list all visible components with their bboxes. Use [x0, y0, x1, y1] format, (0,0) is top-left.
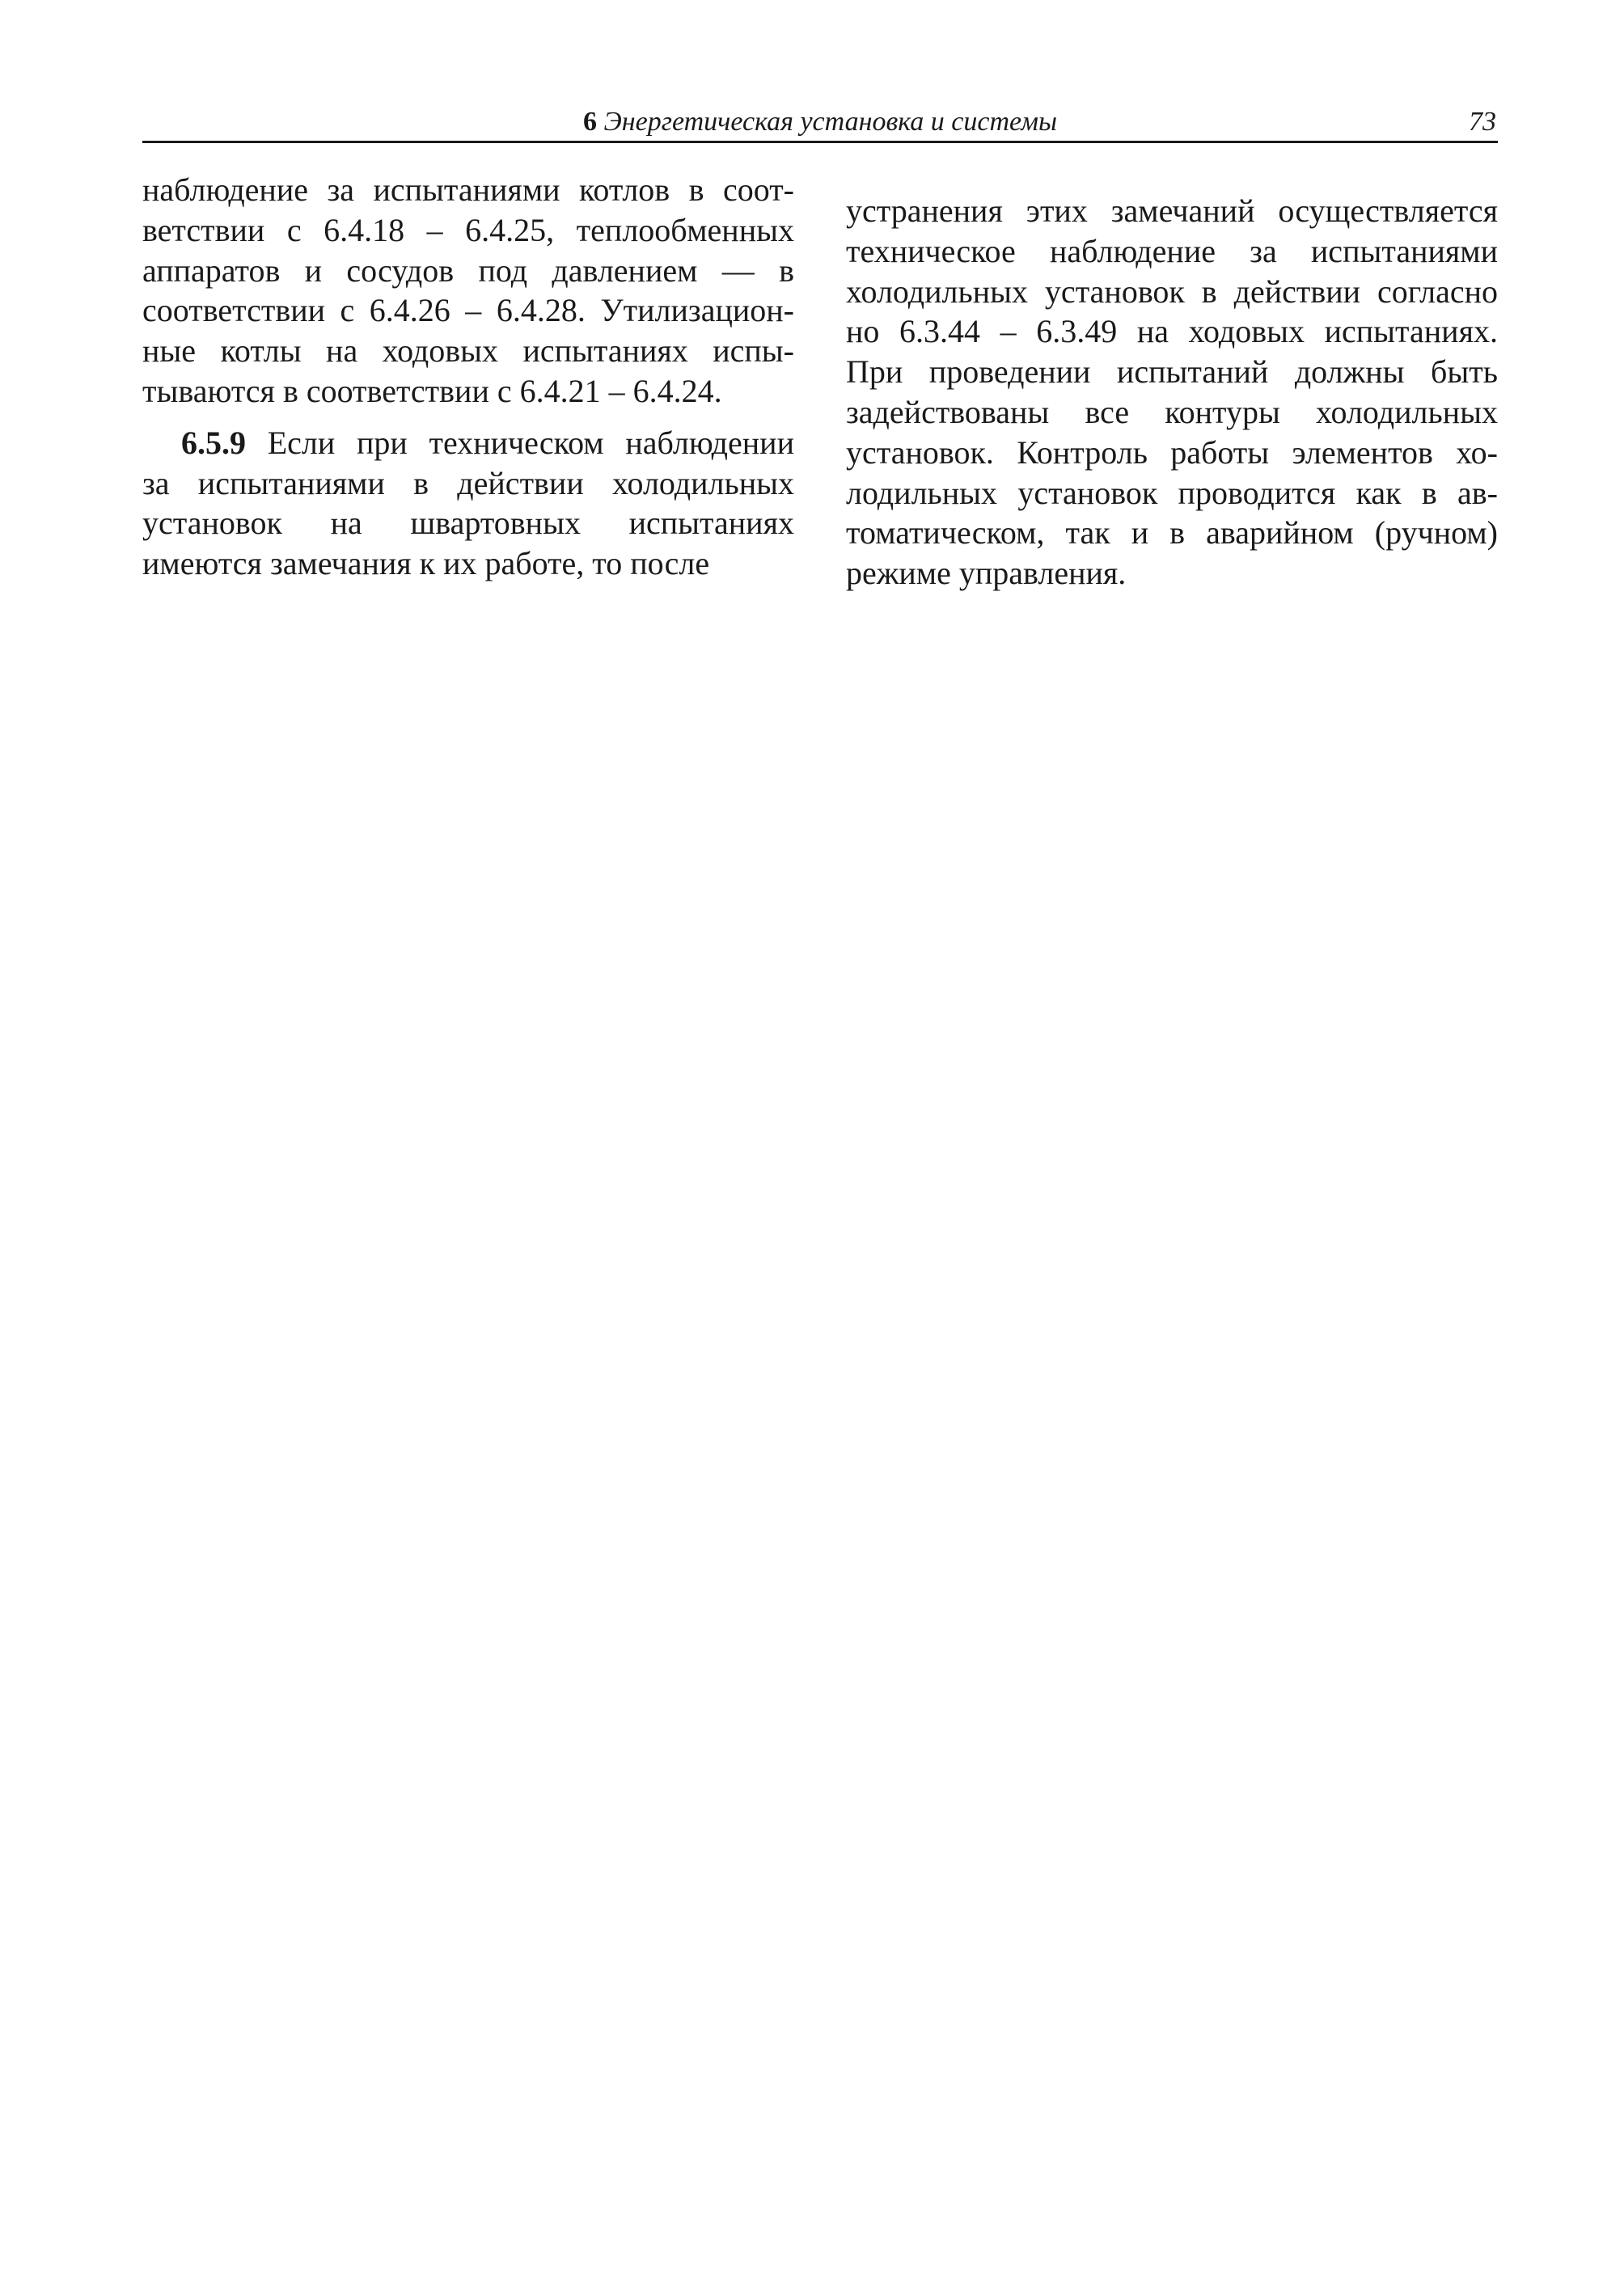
- clause-text: Если при техническом наблюдении: [267, 424, 794, 461]
- right-column: [846, 191, 1498, 594]
- text-line: соответствии с 6.4.26 – 6.4.28. Утилизацион-: [142, 292, 794, 329]
- paragraph-boiler-tests: [142, 170, 794, 412]
- text-line: [142, 423, 794, 463]
- text-line: но 6.3.44 – 6.3.49 на ходовых испытаниях.: [846, 313, 1498, 350]
- text-line: ветствии с 6.4.18 – 6.4.25, теплообменных: [142, 211, 794, 248]
- text-line: режиме управления.: [846, 555, 1127, 592]
- text-line: ные котлы на ходовых испытаниях испы-: [142, 332, 794, 370]
- text-line: техническое наблюдение за испытаниями: [846, 232, 1498, 269]
- text-line: лодильных установок проводится как в ав-: [846, 474, 1498, 511]
- text-line: имеются замечания к их работе, то после: [142, 545, 710, 582]
- text-line: тываются в соответствии с 6.4.21 – 6.4.24.: [142, 372, 722, 409]
- running-header: [142, 104, 1498, 143]
- text-line: установок. Контроль работы элементов хо-: [846, 433, 1498, 471]
- text-line: устранения этих замечаний осуществляется: [846, 192, 1498, 229]
- text-line: задействованы все контуры холодильных: [846, 393, 1498, 430]
- text-line: наблюдение за испытаниями котлов в соот-: [142, 171, 794, 208]
- text-line: холодильных установок в действии согласно: [846, 273, 1498, 310]
- page-number: 73: [1469, 107, 1496, 137]
- text-line: аппаратов и сосудов под давлением — в: [142, 252, 794, 289]
- chapter-heading: [142, 107, 1498, 137]
- chapter-title: Энергетическая установка и системы: [603, 107, 1058, 137]
- chapter-number: 6: [582, 107, 597, 137]
- paragraph-6-5-9: [142, 423, 794, 584]
- text-line: за испытаниями в действии холодильных: [142, 464, 794, 501]
- text-line: При проведении испытаний должны быть: [846, 353, 1498, 391]
- text-line: установок на швартовных испытаниях: [142, 505, 794, 542]
- text-line: томатическом, так и в аварийном (ручном): [846, 514, 1498, 552]
- left-column: [142, 170, 794, 584]
- clause-number: 6.5.9: [181, 424, 246, 461]
